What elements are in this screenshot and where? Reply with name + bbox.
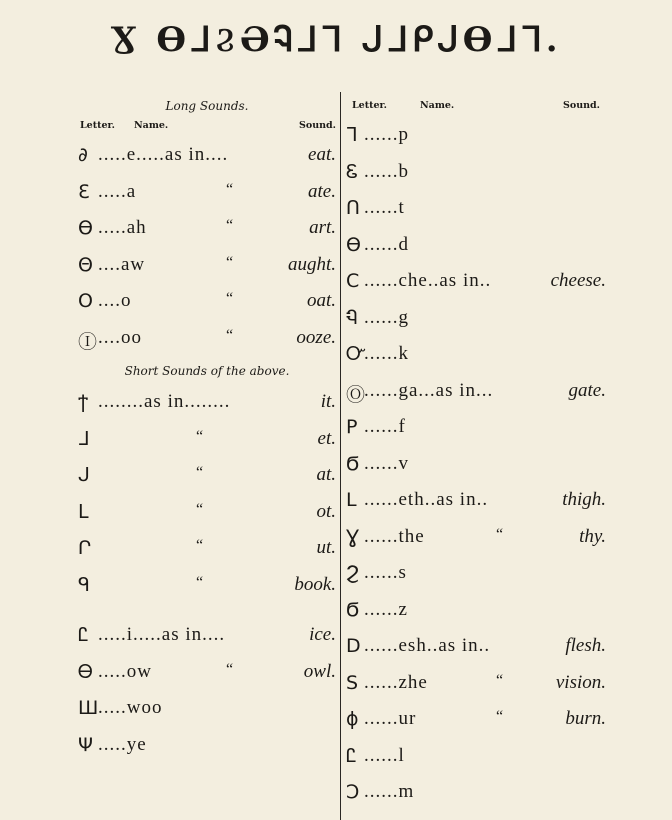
letter-name: ........as in........	[98, 391, 231, 412]
letter-name: ......eth..as in..	[364, 489, 489, 510]
letter-name: ......t	[364, 197, 405, 218]
letter-glyph: ϯ	[78, 391, 89, 413]
alphabet-row	[346, 737, 606, 774]
alphabet-row	[78, 319, 336, 356]
letter-name: ......m	[364, 781, 415, 802]
alphabet-row	[78, 136, 336, 173]
letter-name: .....a	[98, 180, 137, 202]
letter-glyph: ᒧ	[78, 427, 90, 450]
letter-glyph: O	[78, 290, 93, 312]
letter-glyph: Ꮛ	[346, 160, 359, 183]
example-word: ut.	[316, 537, 336, 558]
letter-glyph: Ɛ	[78, 180, 90, 203]
letter-name: ......s	[364, 562, 407, 583]
letter-glyph: Ր	[78, 537, 92, 559]
letter-name: ......p	[364, 124, 409, 145]
alphabet-row	[346, 591, 606, 628]
alphabet-row	[78, 529, 336, 566]
letter-glyph: Θ	[78, 253, 93, 276]
letter-glyph: Ψ	[78, 733, 93, 756]
alphabet-row	[346, 262, 606, 299]
alphabet-row	[78, 493, 336, 530]
example-word: ot.	[316, 500, 336, 522]
alphabet-row	[346, 481, 606, 518]
letter-name: ......zhe	[364, 671, 428, 693]
letter-glyph: ∂	[78, 144, 88, 166]
ditto-mark: “	[226, 290, 234, 307]
alphabet-row	[78, 420, 336, 457]
ditto-mark: “	[196, 537, 204, 554]
example-word: aught.	[287, 253, 336, 275]
example-word: cheese.	[550, 270, 606, 291]
alphabet-row	[78, 173, 336, 210]
alphabet-row	[78, 456, 336, 493]
example-word: oat.	[306, 290, 336, 311]
example-word: gate.	[568, 379, 606, 401]
example-word: vision.	[555, 671, 606, 693]
letter-glyph: ϴ	[78, 217, 93, 239]
alphabet-row	[78, 209, 336, 246]
letter-glyph: ᑎ	[346, 197, 360, 219]
short-sounds-heading-wrap	[78, 355, 336, 383]
letter-glyph: Ϩ	[346, 562, 360, 584]
short-sounds-list	[78, 383, 336, 602]
alphabet-row	[78, 566, 336, 603]
ditto-mark: “	[196, 573, 204, 591]
example-word: flesh.	[565, 635, 606, 656]
alphabet-row	[78, 689, 336, 726]
letter-name: .....i.....as in....	[98, 624, 226, 645]
sound-header: Sound.	[563, 100, 600, 111]
alphabet-row	[346, 664, 606, 701]
alphabet-row	[346, 299, 606, 336]
letter-glyph: ᒍ	[78, 464, 90, 486]
letter-name: ......ga...as in...	[364, 379, 494, 401]
letter-glyph: Ꮭ	[346, 744, 357, 767]
column-divider	[340, 92, 341, 820]
example-word: at.	[316, 464, 336, 485]
letter-name: ....aw	[98, 253, 146, 275]
letter-glyph: Ɣ	[346, 525, 360, 548]
example-word: it.	[320, 391, 336, 412]
letter-glyph: Ρ	[346, 416, 358, 438]
diphthongs-list	[78, 616, 336, 762]
ditto-mark: “	[226, 660, 234, 678]
page-title: Ɣ ƟᒧϨƏᎸᒧᒣ ᒍᒧᑭᒍƟᒧᒣ.	[110, 20, 562, 60]
alphabet-row	[78, 282, 336, 319]
ditto-mark: “	[196, 427, 204, 445]
example-word: et.	[317, 427, 336, 449]
letter-name: ......z	[364, 598, 408, 620]
alphabet-row	[346, 153, 606, 190]
letter-name: ......b	[364, 160, 409, 182]
alphabet-row	[346, 700, 606, 737]
example-word: ooze.	[296, 326, 336, 348]
long-sounds-list	[78, 136, 336, 355]
letter-name: ......che..as in..	[364, 270, 492, 291]
letter-glyph: Ꮕ	[346, 343, 366, 365]
example-word: owl.	[303, 660, 336, 682]
ditto-mark: “	[226, 253, 234, 271]
letter-glyph: ᒣ	[346, 124, 358, 146]
letter-glyph: Ͻ	[346, 781, 360, 803]
alphabet-row	[346, 627, 606, 664]
alphabet-row	[346, 189, 606, 226]
letter-name: ......d	[364, 233, 409, 255]
letter-glyph: ᒪ	[78, 500, 89, 523]
letter-name: .....ah	[98, 217, 147, 238]
alphabet-row	[78, 616, 336, 653]
example-word: ate.	[308, 180, 336, 202]
alphabet-row	[346, 445, 606, 482]
example-word: thigh.	[562, 489, 606, 510]
alphabet-row	[346, 335, 606, 372]
alphabet-row	[346, 372, 606, 409]
letter-header: Letter.	[80, 120, 115, 131]
ditto-mark: “	[496, 525, 504, 543]
ditto-mark: “	[496, 671, 504, 689]
short-sounds-heading: Short Sounds of the above.	[124, 364, 290, 378]
example-word: thy.	[579, 525, 606, 547]
example-word: eat.	[308, 144, 336, 165]
ditto-mark: “	[196, 464, 204, 481]
alphabet-row	[78, 726, 336, 763]
consonants-list	[346, 116, 606, 810]
letter-name: ......esh..as in..	[364, 635, 491, 656]
example-word: art.	[309, 217, 336, 238]
letter-name: .....woo	[98, 697, 163, 718]
example-word: book.	[294, 573, 336, 595]
alphabet-row	[78, 246, 336, 283]
long-sounds-heading: Long Sounds.	[165, 99, 249, 113]
letter-name: ......v	[364, 452, 409, 474]
letter-name: .....ye	[98, 733, 147, 755]
letter-header: Letter.	[352, 100, 387, 111]
letter-name: ......f	[364, 416, 406, 437]
letter-glyph: C	[346, 270, 360, 292]
alphabet-row	[346, 518, 606, 555]
alphabet-row	[78, 383, 336, 420]
ditto-mark: “	[196, 500, 204, 518]
letter-glyph: Ϭ	[346, 452, 360, 475]
name-header: Name.	[134, 120, 169, 131]
letter-glyph: Ꮭ	[78, 624, 89, 646]
alphabet-row	[346, 773, 606, 810]
alphabet-row	[346, 116, 606, 153]
letter-name: .....e.....as in....	[98, 144, 229, 165]
letter-glyph: Ш	[78, 697, 99, 719]
left-column-headers	[78, 116, 336, 136]
letter-glyph: Ϭ	[346, 598, 360, 621]
name-header: Name.	[420, 100, 455, 111]
right-column-headers	[346, 96, 606, 116]
letter-name: ......ur	[364, 708, 417, 729]
example-word: ice.	[309, 624, 336, 645]
alphabet-row	[346, 226, 606, 263]
letter-glyph: Ꮔ	[346, 306, 358, 329]
letter-glyph: S	[346, 671, 359, 694]
letter-name: ......the	[364, 525, 425, 547]
alphabet-row	[346, 408, 606, 445]
alphabet-row	[346, 554, 606, 591]
ditto-mark: “	[496, 708, 504, 725]
ditto-mark: “	[226, 217, 234, 234]
letter-glyph: Ɵ	[346, 233, 361, 256]
sound-header: Sound.	[299, 120, 336, 131]
letter-name: ....oo	[98, 326, 142, 348]
letter-glyph: L	[346, 489, 357, 511]
letter-glyph: Ⓞ	[346, 383, 366, 406]
consonants-column	[346, 96, 606, 810]
letter-name: ......g	[364, 306, 409, 328]
letter-name: ......k	[364, 343, 409, 364]
letter-name: ....o	[98, 290, 132, 311]
letter-name: ......l	[364, 744, 405, 766]
letter-glyph: ᑫ	[78, 573, 90, 596]
letter-glyph: D	[346, 635, 361, 657]
vowels-column	[78, 96, 336, 762]
letter-name: .....ow	[98, 660, 152, 682]
letter-glyph: ϕ	[346, 708, 359, 730]
letter-glyph: Ⓘ	[78, 330, 98, 353]
letter-glyph: Ꮎ	[78, 660, 93, 683]
ditto-mark: “	[226, 326, 234, 344]
alphabet-row	[78, 653, 336, 690]
ditto-mark: “	[226, 180, 234, 198]
example-word: burn.	[565, 708, 606, 729]
